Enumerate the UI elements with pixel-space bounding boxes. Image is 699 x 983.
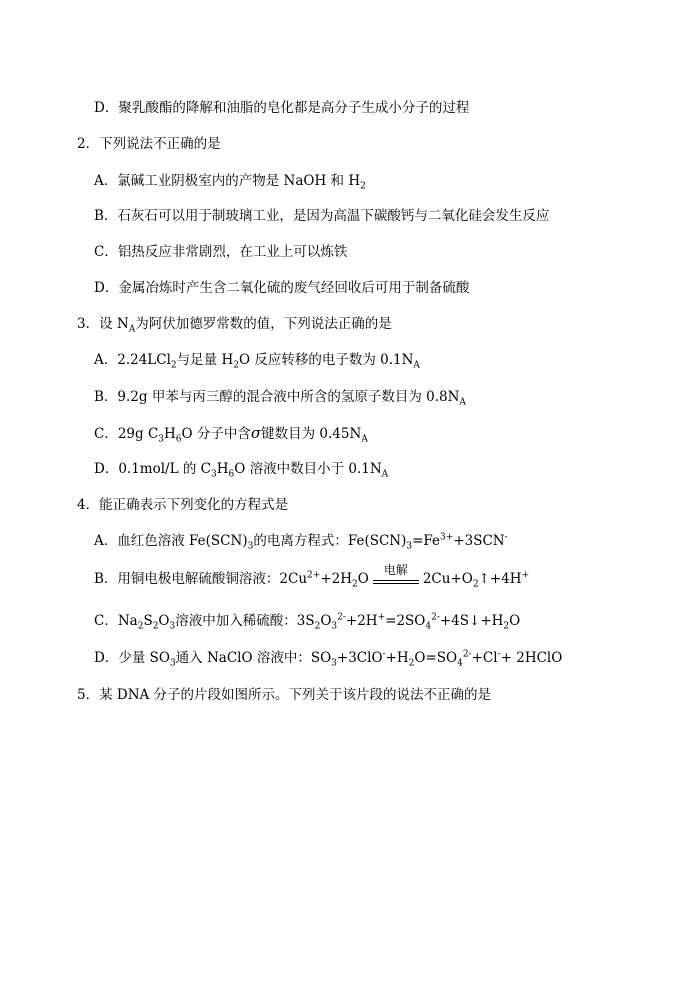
q3-d-s3: A	[381, 469, 389, 480]
q4-a-sup4: -	[504, 532, 508, 543]
double-bar	[373, 580, 419, 584]
q4-a-p3: =Fe	[412, 533, 441, 549]
q4-b-s4: 2	[472, 579, 479, 590]
q4-d-p2: 通入 NaClO 溶液中：SO	[175, 650, 332, 666]
q2-option-a	[94, 171, 366, 191]
q4-c-p4: 溶液中加入稀硫酸：3S	[175, 613, 315, 629]
q4-c-s7: 4	[425, 621, 432, 632]
q3-a-s1: 2	[170, 360, 177, 371]
q2-option-c	[94, 242, 347, 262]
q3-stem-sub: A	[128, 324, 136, 335]
q3-option-d	[94, 459, 388, 479]
q2-stem-text: 2．下列说法不正确的是	[77, 136, 221, 152]
q4-d-p5: O=SO	[414, 650, 458, 666]
q4-a-s1: 3	[247, 541, 254, 552]
q4-d-p6: +Cl	[471, 650, 498, 666]
q3-d-p1: D．0.1mol/L 的 C	[94, 461, 211, 477]
q4-d-sup5: 2-	[462, 649, 472, 660]
q4-c-s2: 2	[152, 621, 159, 632]
q4-d-sup6: -	[497, 649, 501, 660]
q4-c-s5: 3	[331, 621, 338, 632]
q4-c-sup6: +	[377, 612, 386, 623]
q4-d-sup3: -	[382, 649, 386, 660]
q3-c-s4: A	[361, 434, 368, 445]
q4-b-p1: B．用铜电极电解硫酸铜溶液：2Cu	[94, 571, 308, 587]
q4-c-p6: +2H	[345, 613, 378, 629]
q4-d-s5: 4	[457, 658, 463, 669]
q4-stem	[77, 495, 288, 515]
q3-option-a	[94, 350, 420, 370]
q4-d-s2: 3	[331, 658, 337, 669]
q4-c-p5: O	[320, 613, 332, 629]
q3-a-p2: 与足量 H	[176, 352, 234, 368]
q4-a-p1: A．血红色溶液 Fe(SCN)	[94, 533, 248, 549]
q4-c-p1: C．Na	[94, 613, 138, 629]
electrolysis-label: 电解	[383, 562, 408, 577]
q2-option-b-text: B．石灰石可以用于制玻璃工业，是因为高温下碳酸钙与二氧化硅会发生反应	[94, 208, 550, 224]
q3-stem	[77, 314, 392, 334]
q5-stem-text: 5．某 DNA 分子的片段如图所示。下列关于该片段的说法不正确的是	[77, 687, 492, 703]
q4-c-p7: =2SO	[385, 613, 426, 629]
q4-c-s1: 2	[137, 621, 144, 632]
q3-c-s2: 6	[175, 434, 182, 445]
q4-b-p5: ↑+4H	[478, 571, 522, 587]
q4-b-p2: +2H	[320, 571, 353, 587]
q4-c-s3: 3	[169, 621, 176, 632]
q4-option-d	[94, 648, 562, 668]
q3-d-p2: H	[216, 461, 229, 477]
q3-stem-pre: 3．设 N	[77, 316, 129, 332]
q3-d-s2: 6	[228, 469, 235, 480]
q4-option-c	[94, 611, 520, 631]
q4-b-sup5: +	[521, 570, 530, 581]
q4-option-a	[94, 531, 508, 551]
q1-option-d	[94, 98, 469, 118]
q3-c-p1: C．29g C	[94, 426, 159, 442]
q3-c-p4: 键数目为 0.45N	[261, 426, 362, 442]
q4-c-s8: 2	[503, 621, 510, 632]
q4-stem-text: 4．能正确表示下列变化的方程式是	[77, 497, 289, 513]
q3-option-c	[94, 423, 368, 444]
q4-c-s4: 2	[314, 621, 321, 632]
electrolysis-equals-sign	[373, 562, 419, 584]
q3-a-s2: 2	[233, 360, 239, 371]
q4-b-p4: 2Cu+O	[422, 571, 473, 587]
q5-stem	[77, 685, 491, 705]
q4-b-sup1: 2+	[307, 570, 321, 581]
q4-d-p1: D．少量 SO	[94, 650, 170, 666]
q4-c-p8: +4S↓+H	[439, 613, 504, 629]
q3-a-s3: A	[413, 360, 420, 371]
q2-option-c-text: C．铝热反应非常剧烈，在工业上可以炼铁	[94, 244, 348, 260]
q3-a-p3: O 反应转移的电子数为 0.1N	[238, 352, 414, 368]
q4-a-p4: +3SCN	[453, 533, 505, 549]
sigma-symbol: σ	[250, 424, 262, 442]
q3-b-s1: A	[459, 397, 466, 408]
q2-option-b	[94, 206, 549, 226]
q2-option-a-sub: 2	[360, 181, 366, 192]
q1-option-d-text: D．聚乳酸酯的降解和油脂的皂化都是高分子生成小分子的过程	[94, 100, 470, 116]
q3-stem-post: 为阿伏加德罗常数的值，下列说法正确的是	[135, 316, 392, 332]
q3-d-s1: 3	[210, 469, 217, 480]
q4-a-s2: 3	[406, 541, 413, 552]
q2-option-a-text: A．氯碱工业阴极室内的产物是 NaOH 和 H	[94, 173, 361, 189]
q4-c-sup5: 2-	[337, 612, 346, 623]
q3-a-p1: A．2.24LCl	[94, 352, 171, 368]
q4-c-p2: S	[143, 613, 153, 629]
q4-c-p3: O	[158, 613, 170, 629]
q4-b-p3: O	[357, 571, 369, 587]
q4-d-p3: +3ClO	[336, 650, 383, 666]
q3-b-p1: B．9.2g 甲苯与丙三醇的混合液中所含的氢原子数目为 0.8N	[94, 389, 460, 405]
q4-d-p4: +H	[385, 650, 409, 666]
q3-option-b	[94, 387, 466, 407]
q3-c-s1: 3	[158, 434, 165, 445]
q4-b-s2: 2	[352, 579, 358, 590]
q3-d-p3: O 溶液中数目小于 0.1N	[234, 461, 382, 477]
q2-stem	[77, 134, 221, 154]
q3-c-p3: O 分子中含	[181, 426, 251, 442]
q2-option-d-text: D．金属冶炼时产生含二氧化硫的废气经回收后可用于制备硫酸	[94, 280, 470, 296]
q4-d-s4: 2	[408, 658, 415, 669]
q3-c-p2: H	[164, 426, 176, 442]
q4-a-p2: 的电离方程式：Fe(SCN)	[253, 533, 407, 549]
q4-c-p9: O	[509, 613, 521, 629]
q4-option-b	[94, 562, 530, 590]
q2-option-d	[94, 278, 469, 298]
q4-d-s1: 3	[169, 658, 176, 669]
q4-a-sup3: 3+	[440, 532, 454, 543]
q4-c-sup7: 2-	[431, 612, 440, 623]
q4-d-p7: + 2HClO	[500, 650, 563, 666]
